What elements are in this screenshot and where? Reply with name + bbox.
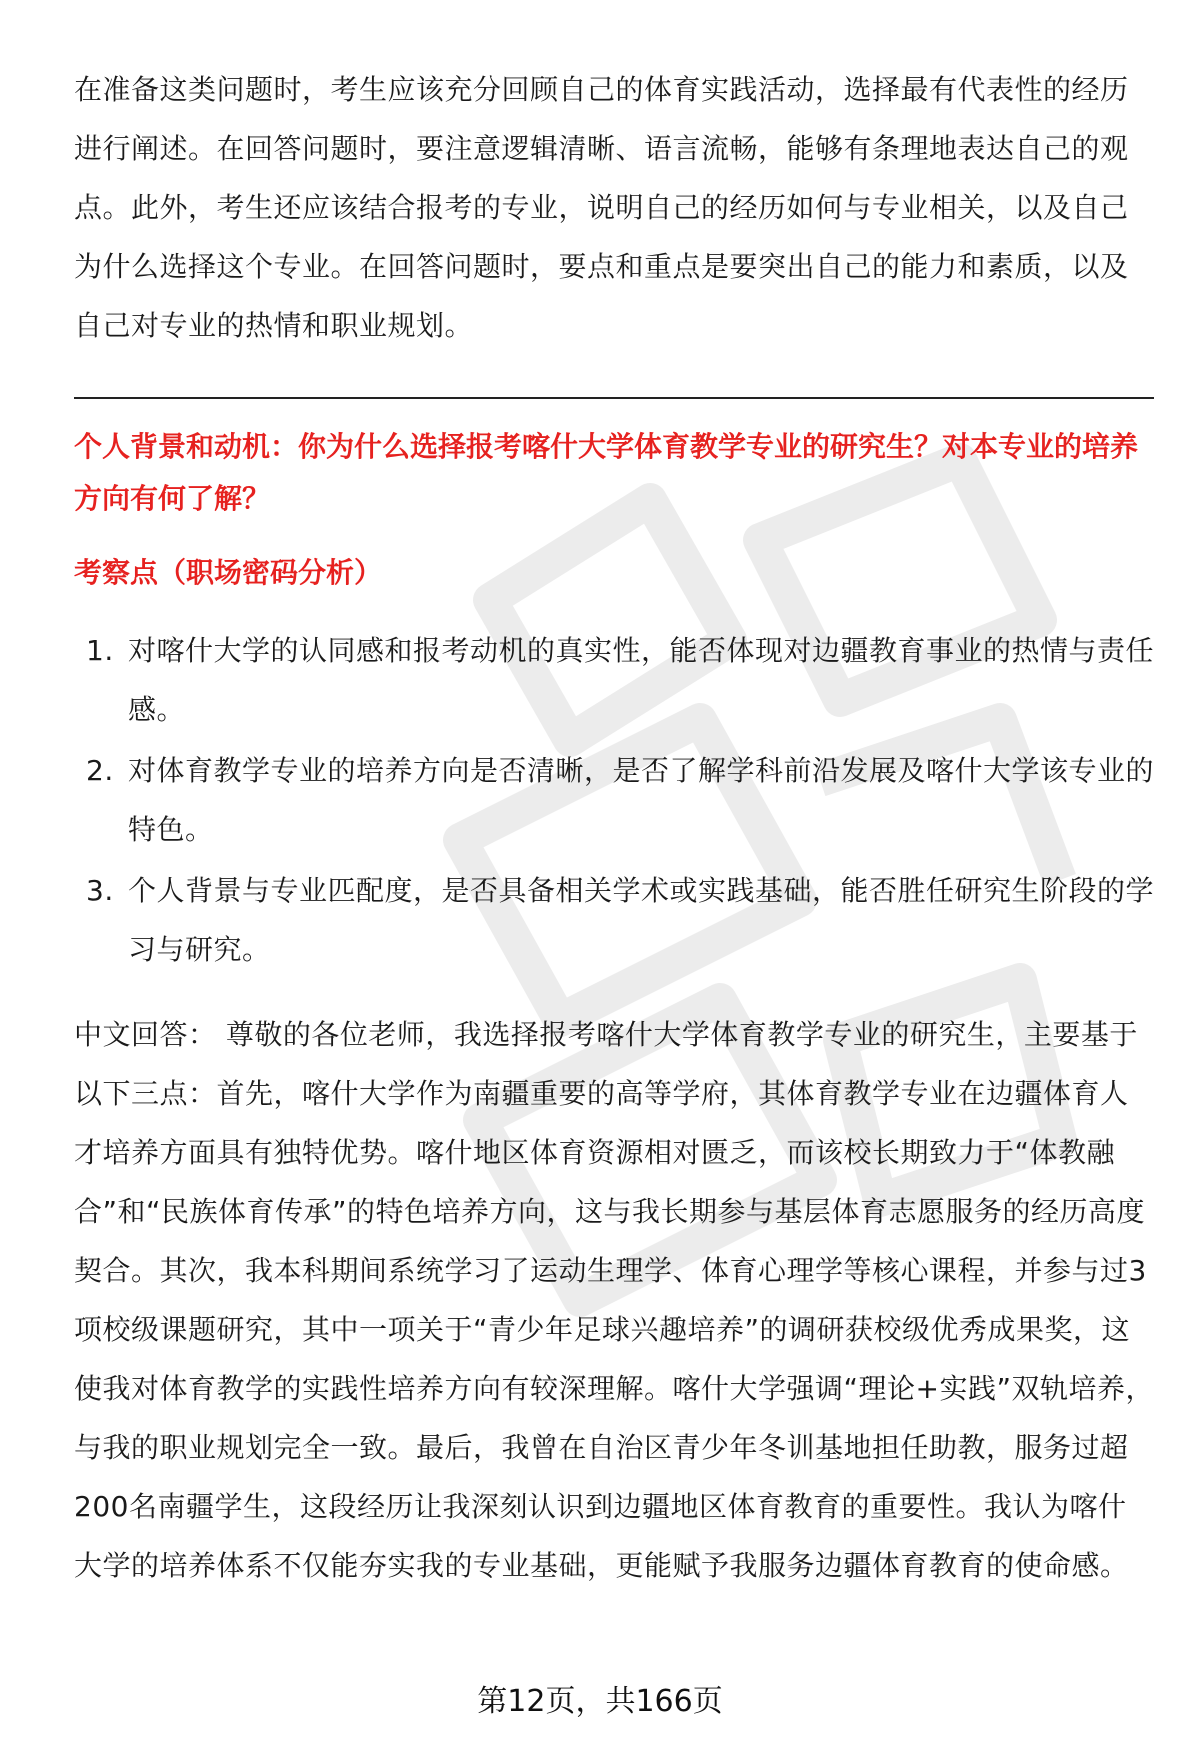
list-item [74, 861, 1154, 979]
list-item-number: 2. [86, 754, 114, 787]
list-item-text: 个人背景与专业匹配度，是否具备相关学术或实践基础，能否胜任研究生阶段的学习与研究。 [128, 874, 1155, 966]
answer-paragraph: 中文回答： 尊敬的各位老师，我选择报考喀什大学体育教学专业的研究生，主要基于以下三点：首先，喀什大学作为南疆重要的高等学府，其体育教学专业在边疆体育人才培养方面具有独特优势。喀什地区体育资源相对匮乏，而该校长期致力于“体教融合”和“民族体育传承”的特色培养方向，这与我长期参与基层体育志愿服务的经历高度契合。其次，我本科期间系统学习了运动生理学、体育心理学等核心课程，并参与过3项校级课题研究，其中一项关于“青少年足球兴趣培养”的调研获校级优秀成果奖，这使我对体育教学的实践性培养方向有较深理解。喀什大学强调“理论+实践”双轨培养，与我的职业规划完全一致。最后，我曾在自治区青少年冬训基地担任助教，服务过超200名南疆学生，这段经历让我深刻认识到边疆地区体育教育的重要性。我认为喀什大学的培养体系不仅能夯实我的专业基础，更能赋予我服务边疆体育教育的使命感。 [74, 1018, 1154, 1582]
list-item [74, 621, 1154, 739]
page-number-footer: 第12页，共166页 [477, 1684, 723, 1719]
question-heading: 个人背景和动机：你为什么选择报考喀什大学体育教学专业的研究生？对本专业的培养方向有何了解？ [74, 430, 1139, 515]
list-item-text: 对喀什大学的认同感和报考动机的真实性，能否体现对边疆教育事业的热情与责任感。 [128, 634, 1155, 726]
section-divider [74, 397, 1154, 399]
list-item-text: 对体育教学专业的培养方向是否清晰，是否了解学科前沿发展及喀什大学该专业的特色。 [128, 754, 1155, 846]
assessment-points-title: 考察点（职场密码分析） [74, 556, 383, 589]
assessment-points-list [74, 621, 1154, 979]
list-item [74, 741, 1154, 859]
intro-paragraph: 在准备这类问题时，考生应该充分回顾自己的体育实践活动，选择最有代表性的经历进行阐述。在回答问题时，要注意逻辑清晰、语言流畅，能够有条理地表达自己的观点。此外，考生还应该结合报考的专业，说明自己的经历如何与专业相关，以及自己为什么选择这个专业。在回答问题时，要点和重点是要突出自己的能力和素质，以及自己对专业的热情和职业规划。 [74, 73, 1129, 342]
list-item-number: 3. [86, 874, 114, 907]
page-content [74, 60, 1154, 1595]
list-item-number: 1. [86, 634, 114, 667]
